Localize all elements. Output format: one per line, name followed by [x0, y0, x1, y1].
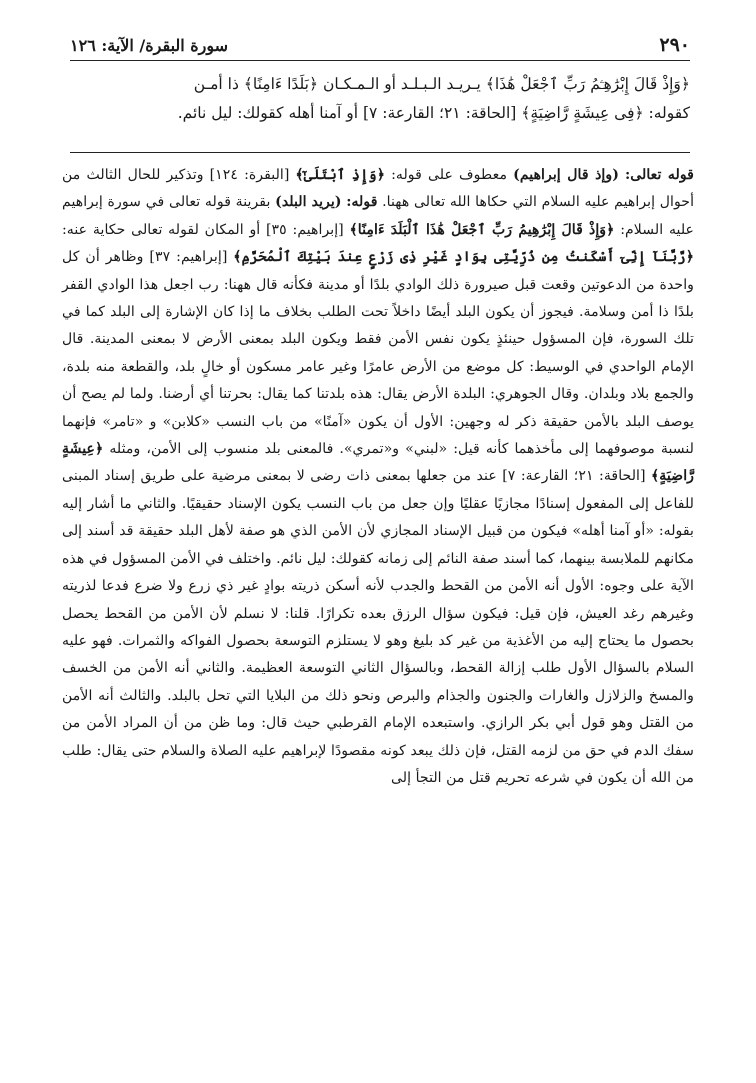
lead-phrase: (وإذ قال إبراهيم)	[513, 167, 619, 183]
running-head	[70, 32, 690, 62]
commentary-text: بقرينة قوله تعالى في سورة إبراهيم عليه السلام:	[62, 194, 694, 238]
quran-quote: ﴿رَّبَّنَآ إِنِّىٓ أَسْكَنتُ مِن ذُرِّيَّتِى بِوَادٍ غَيْرِ ذِى زَرْعٍ عِندَ بَيْتِكَ ٱلْمُحَرَّمِ﴾	[233, 249, 695, 266]
main-text-line: كقوله: ﴿فِى عِيشَةٍ رَّاضِيَةٍ﴾ [الحاقة: ٢١؛ القارعة: ٧] أو آمنا أهله كقولك: ليل نائم.	[177, 104, 690, 122]
main-text-block	[70, 70, 690, 128]
commentary-paragraph	[62, 162, 694, 792]
page-number: ٢٩٠	[659, 34, 690, 56]
commentary-text: [إبراهيم: ٣٧] وظاهر أن كل واحدة من الدعوتين وقعت قبل صيرورة ذلك الوادي بلدًا أو مدينة فكأنه قال ههنا: رب اجعل هذا الوادي القفر بلدًا ذا أمن وسلامة. فيجوز أن يكون البلد أيضًا داخلاً تحت الطلب بخلاف ما إذا كان الإشارة إلى البلد كما في تلك السورة، فإن المسؤول حينئذٍ يكون نفس الأمن فقط ويكون البلد بمعنى الأرض لا بمعنى المدينة. قال الإمام الواحدي في الوسيط: كل موضع من الأرض عامرًا وغير عامر مسكون أو خالٍ بلد، والقطعة منه بلدة، والجمع بلاد وبلدان. وقال الجوهري: البلدة الأرض يقال: هذه بلدتنا كما يقال: بحرتنا أي أرضنا. ولما لم يصح أن يوصف البلد بالأمن حقيقة ذكر له وجهين: الأول أن يكون «آمنًا» من باب النسب «كلابن» و «تامر» فإنهما لنسبة موصوفهما إلى مأخذهما كأنه قيل: «لبني» و«تمري». فالمعنى بلد منسوب إلى الأمن، ومثله	[62, 249, 694, 458]
commentary-text: [إبراهيم: ٣٥] أو المكان لقوله تعالى حكاية عنه:	[62, 221, 344, 238]
quran-quote: ﴿وَإِذْ قَالَ إِبْرَٰهِيمُ رَبِّ ٱجْعَلْ هَٰذَا ٱلْبَلَدَ ءَامِنًا﴾	[349, 221, 615, 238]
commentary-divider	[70, 152, 690, 153]
second-label: قوله:	[346, 194, 378, 211]
surah-verse-label: سورة البقرة/ الآية: ١٢٦	[70, 36, 229, 55]
commentary-text: معطوف على قوله:	[391, 167, 508, 183]
commentary-block	[62, 162, 694, 792]
second-phrase: (يريد البلد)	[275, 194, 342, 211]
quran-quote: ﴿وَإِذِ ٱبْتَلَىٰٓ﴾	[295, 167, 386, 183]
quran-quote: ﴿عِيشَةٍ رَّاضِيَةٍ﴾	[62, 441, 695, 485]
header-divider	[70, 60, 690, 61]
lead-label: قوله تعالى:	[624, 167, 694, 183]
main-text-line: ﴿وَإِذْ قَالَ إِبْرَٰهِـۧمُ رَبِّ ٱجْعَلْ هَٰذَا﴾ يـريـد الـبـلـد أو الـمـكـان ﴿بَلَدًا ءَامِنًا﴾ ذا أمـن	[193, 75, 690, 93]
commentary-text: [البقرة: ١٢٤] وتذكير للحال الثالث من أحوال إبراهيم عليه السلام التي حكاها الله تعالى ههنا.	[62, 167, 695, 211]
commentary-text: [الحاقة: ٢١؛ القارعة: ٧] عند من جعلها بمعنى ذات رضى لا بمعنى مرضية على طريق إسناد المبنى للفاعل إلى المفعول إسنادًا مجازيًا عقليًا وإن جعل من باب النسب يكون الإسناد حقيقيًا. والثاني ما أشار إليه بقوله: «أو آمنا أهله» فيكون من قبيل الإسناد المجازي لأن الأمن الذي هو صفة لأهل البلد حقيقة قد أسند إلى مكانهم للملابسة بينهما، كما أسند صفة النائم إلى زمانه كقولك: ليل نائم. واختلف في الأمن المسؤول في هذه الآية على وجوه: الأول أنه الأمن من القحط والجدب لأنه أسكن ذريته بوادٍ غير ذي زرع ولا ضرع فدعا لذريته وغيرهم رغد العيش، فإن قيل: فيكون سؤال الرزق بعده تكرارًا. قلنا: لا نسلم لأن الأمن من القحط يحصل بحصول ما يحتاج إليه من الأغذية من غير كد بليغ وهو لا يستلزم التوسعة بحصول الفواكه والثمرات. فهو عليه السلام بالسؤال الأول طلب إزالة القحط، وبالسؤال الثاني التوسعة العظيمة. والثاني أنه الأمن من الخسف والمسخ والزلازل والغارات والجنون والجذام والبرص ونحو ذلك من البلايا التي تحل بالبلد. والثالث أنه الأمن من القتل وهو قول أبي بكر الرازي. واستبعده الإمام القرطبي حيث قال: وما ظن من أن المراد الأمن من سفك الدم في حق من لزمه القتل، فإن ذلك يبعد كونه مقصودًا لإبراهيم عليه الصلاة والسلام حتى يقال: طلب من الله أن يكون في شرعه تحريم قتل من التجأ إلى	[62, 468, 694, 786]
